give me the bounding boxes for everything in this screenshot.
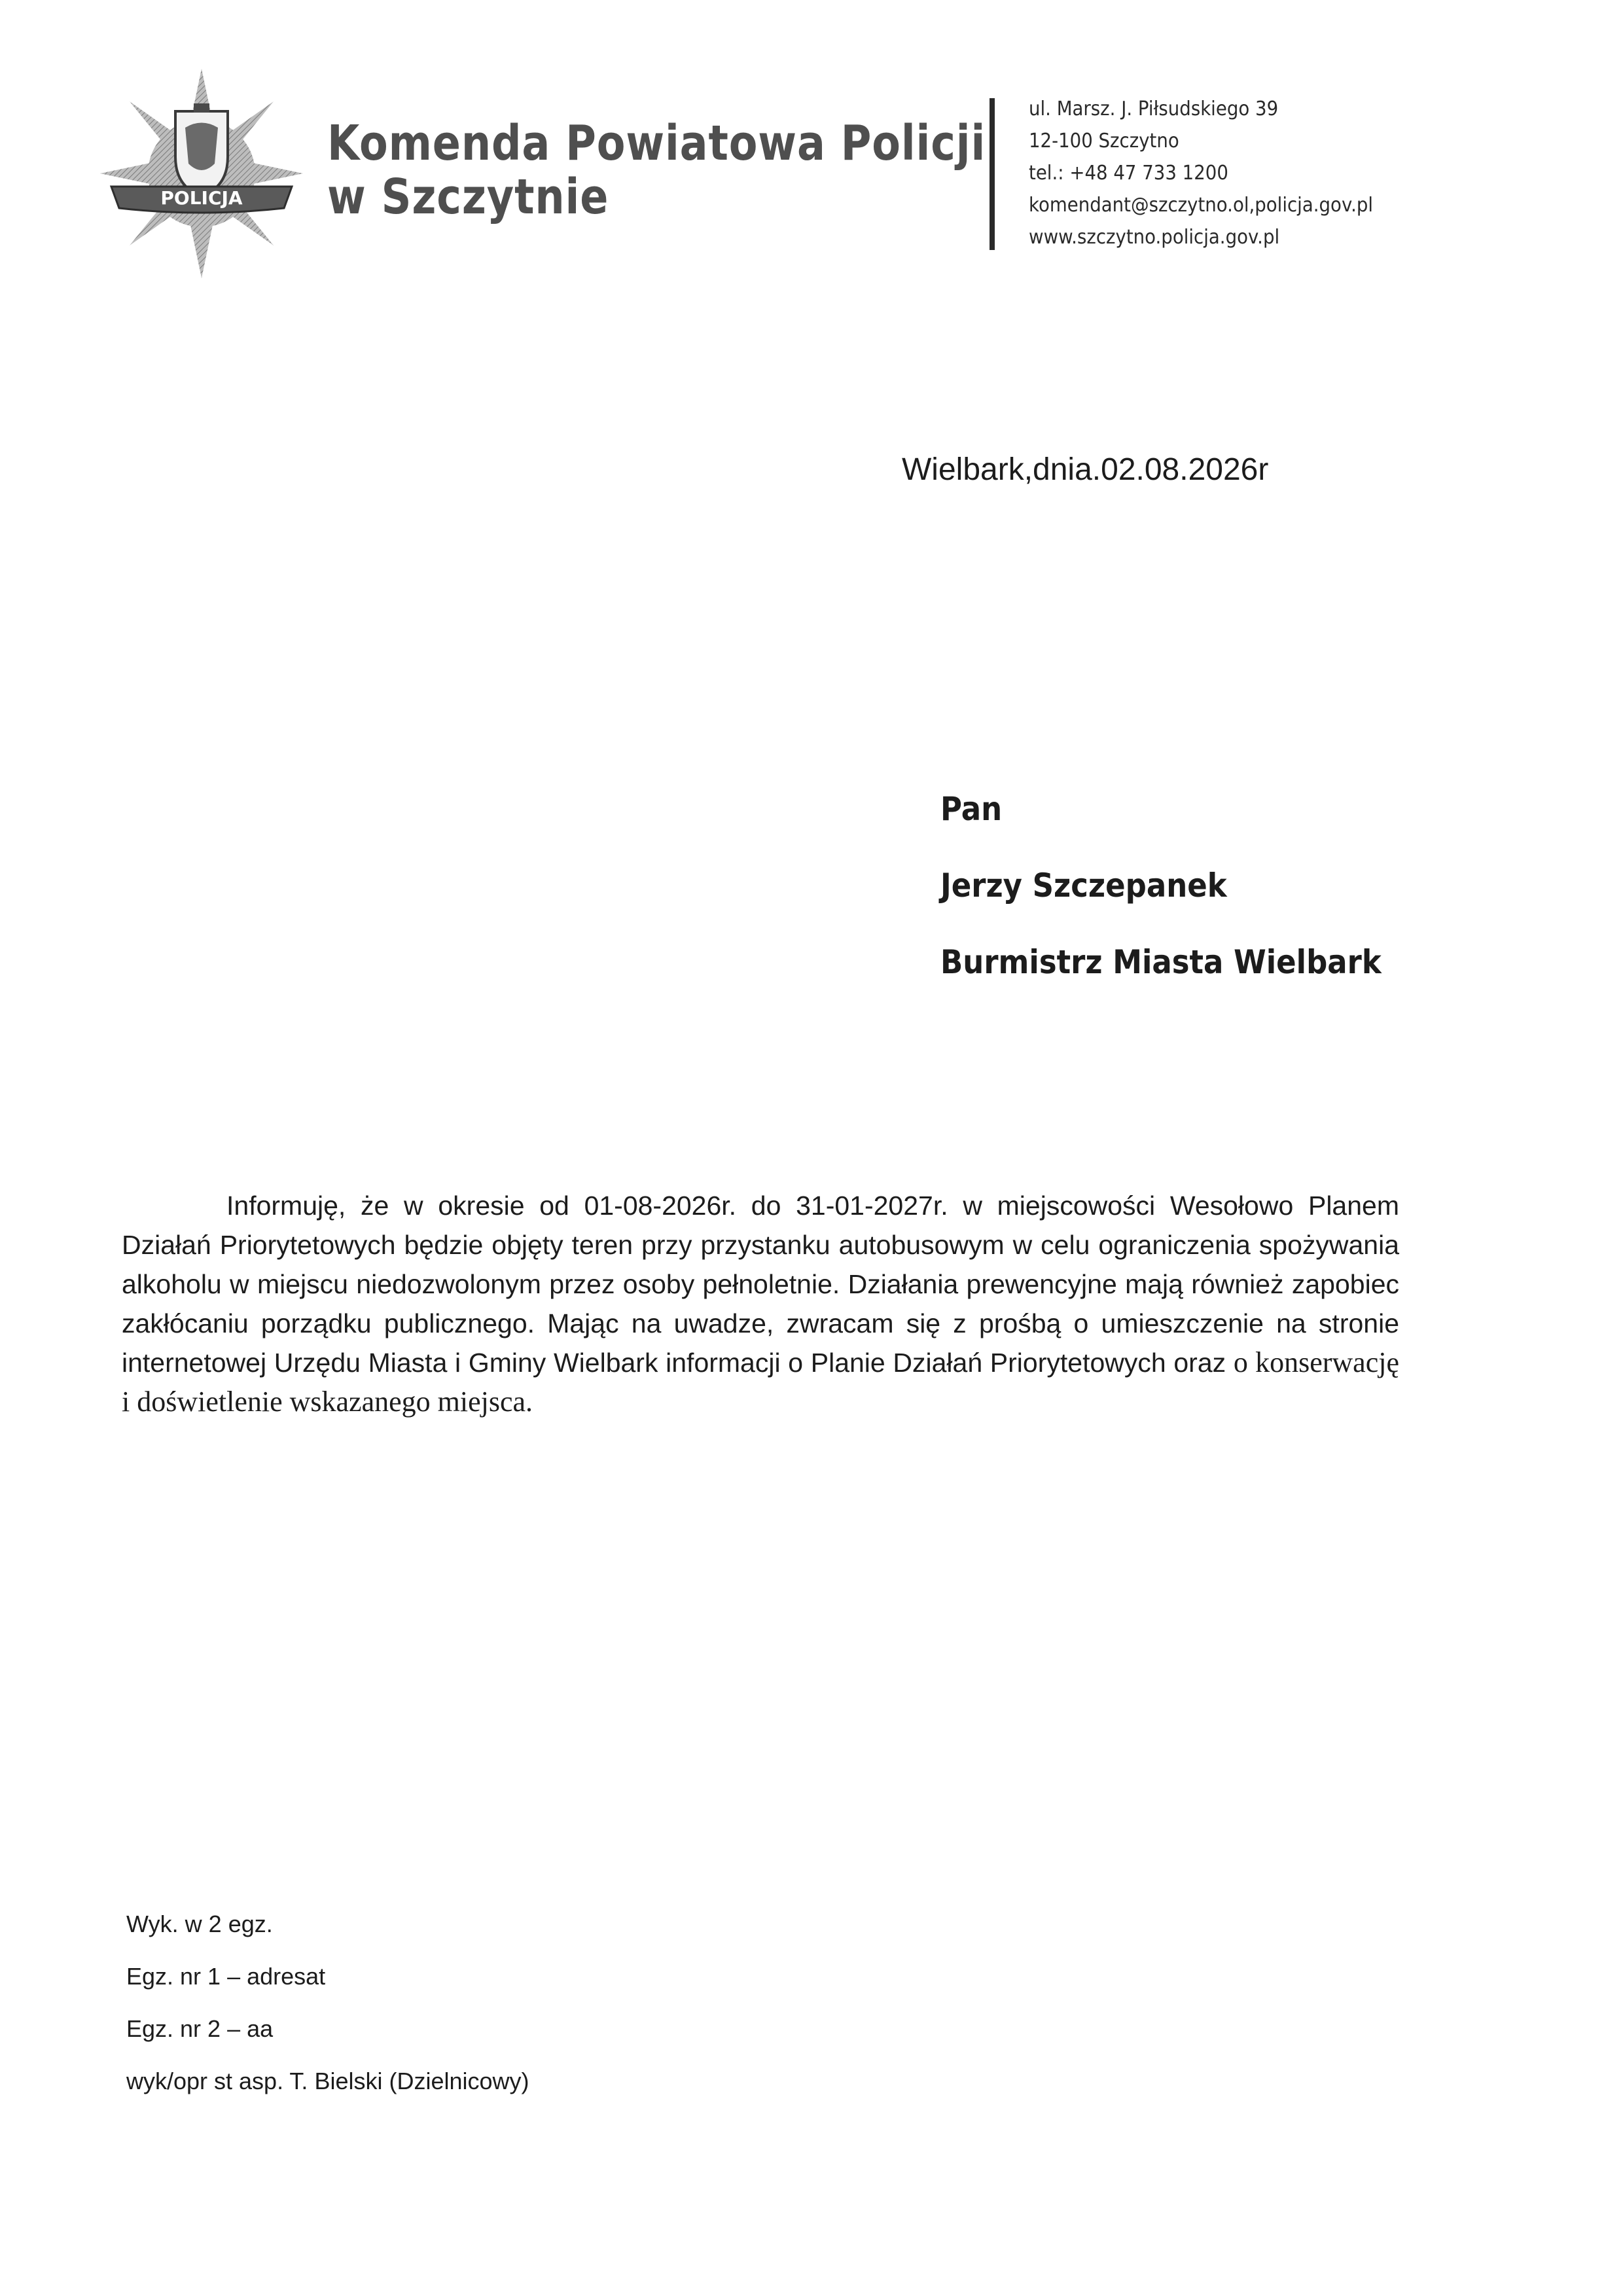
svg-text:POLICJA: POLICJA — [160, 187, 243, 209]
contact-email: komendant@szczytno.ol,policja.gov.pl — [1029, 194, 1374, 217]
letter-body-main: Informuję, że w okresie od 01-08-2026r. do 31-01-2027r. w miejscowości Wesołowo Planem Działań Priorytetowych będzie objęty teren przy przystanku autobusowym w celu ograniczenia spożywania alkoholu w miejscu niedozwolonym przez osoby pełnoletnie. Działania prewencyjne mają również zapobiec zakłócaniu porządku publicznego. Mając na uwadze, zwracam się z prośbą o umieszczenie na stronie internetowej Urzędu Miasta i Gminy Wielbark informacji o Planie Działań Priorytetowych oraz — [122, 1191, 1399, 1378]
footer-copy1: Egz. nr 1 – adresat — [126, 1963, 326, 1990]
contact-website: www.szczytno.policja.gov.pl — [1029, 226, 1280, 249]
coat-of-arms-icon — [175, 103, 228, 196]
organization-name — [327, 117, 986, 224]
recipient-block — [940, 771, 1382, 1001]
contact-city: 12-100 Szczytno — [1029, 130, 1179, 152]
contact-block — [1029, 93, 1373, 253]
footer-copy2: Egz. nr 2 – aa — [126, 2015, 274, 2042]
org-name-line2: w Szczytnie — [327, 169, 609, 225]
recipient-name: Jerzy Szczepanek — [940, 867, 1227, 905]
org-name-line1: Komenda Powiatowa Policji — [327, 115, 986, 171]
contact-address: ul. Marsz. J. Piłsudskiego 39 — [1029, 98, 1279, 120]
recipient-salutation: Pan — [940, 790, 1003, 828]
footer-copies: Wyk. w 2 egz. — [126, 1910, 273, 1937]
letter-body — [122, 1186, 1399, 1422]
date-line: Wielbark,dnia.02.08.2026r — [902, 452, 1269, 487]
footer-notes — [126, 1898, 529, 2108]
policja-badge — [111, 187, 292, 213]
police-star-logo — [97, 65, 306, 281]
header-divider — [990, 98, 995, 250]
footer-prepared-by: wyk/opr st asp. T. Bielski (Dzielnicowy) — [126, 2068, 529, 2094]
letter-body-tail: o konserwację i doświetlenie wskazanego miejsca. — [122, 1346, 1399, 1418]
recipient-title: Burmistrz Miasta Wielbark — [940, 943, 1382, 981]
contact-phone: tel.: +48 47 733 1200 — [1029, 162, 1228, 185]
